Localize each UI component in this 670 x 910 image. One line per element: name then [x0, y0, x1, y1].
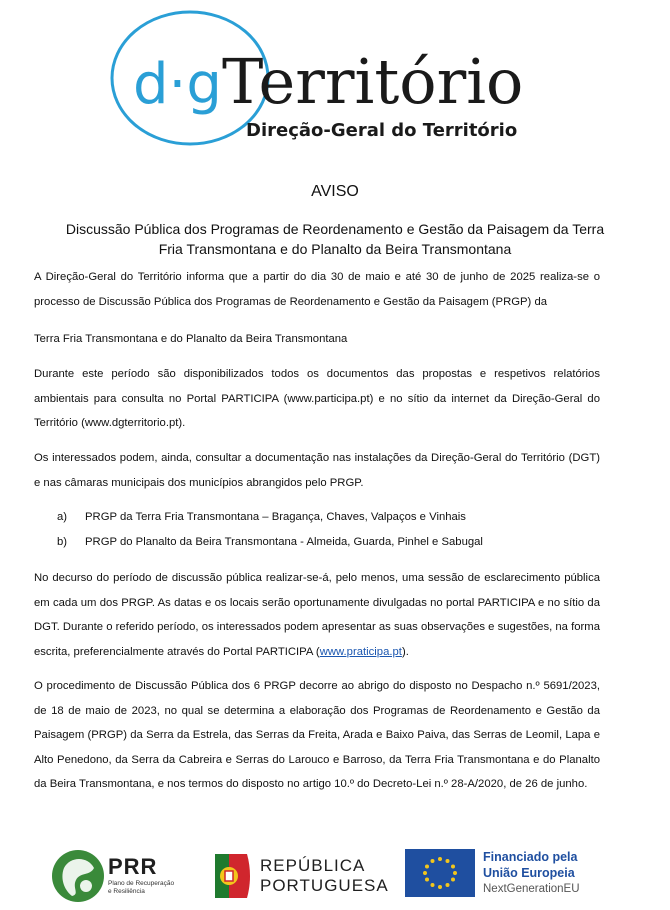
prr-subtitle [108, 880, 188, 896]
footer-logos [0, 840, 670, 910]
logo-tagline: Direção-Geral do Território [246, 120, 518, 141]
logo-mark: d·g [133, 52, 222, 117]
portugal-flag-icon [213, 848, 253, 904]
paragraph-1: A Direção-Geral do Território informa que a partir do dia 30 de maio e até 30 de junho de 2025 realiza-se o processo de Discussão Pública dos Programas de Reordenamento e Gestão da Paisagem (PRGP) da [34, 271, 600, 308]
republica-line-1: REPÚBLICA [260, 856, 366, 875]
subtitle-line-1: Discussão Pública dos Programas de Reordenamento e Gestão da Paisagem da Terra [65, 221, 605, 237]
notice-subtitle [34, 219, 636, 259]
paragraph-5-text: No decurso do período de discussão pública realizar-se-á, pelo menos, uma sessão de esclarecimento pública em cada um dos PRGP. As datas e os locais serão oportunamente divulgadas no portal PARTICIPA e no sítio da DGT. Durante o referido período, os interessados podem apresentar as suas observações e sugestões, na forma escrita, preferencialmente através do Portal PARTICIPA ( [34, 572, 600, 658]
paragraph-5 [34, 566, 600, 664]
eu-line-2: União Europeia [483, 866, 575, 880]
dgterritorio-logo [110, 8, 540, 158]
paragraph-6: O procedimento de Discussão Pública dos 6 PRGP decorre ao abrigo do disposto no Despacho n.º 5691/2023, de 18 de maio de 2023, no qual se determina a elaboração dos Programas de Reordenamento e Gestão da Paisagem (PRGP) da Serra da Estrela, das Serras da Freita, Arada e Baixo Paiva, das Serras de Leomil, Lapa e Alto Penedono, da Serra da Cabreira e Serras do Larouco e Barroso, da Terra Fria Transmontana e do Planalto da Beira Transmontana, e nos termos do disposto no artigo 10.º do Decreto-Lei n.º 28-A/2020, de 26 de junho. [34, 680, 600, 790]
eu-funding-logo [405, 849, 625, 899]
logo-word: Território [222, 45, 524, 118]
list-item [57, 530, 617, 554]
republica-portuguesa-logo [213, 848, 403, 904]
notice-heading: AVISO [311, 183, 359, 200]
paragraph-4: Os interessados podem, ainda, consultar a documentação nas instalações da Direção-Geral do Território (DGT) e nas câmaras municipais dos municípios abrangidos pelo PRGP. [34, 452, 600, 489]
list-item [57, 505, 617, 529]
republica-line-2: PORTUGUESA [260, 876, 389, 895]
prr-emblem-icon [50, 846, 106, 906]
prr-subtitle-line-2: e Resiliência [108, 888, 145, 895]
republica-text [260, 856, 389, 896]
paragraph-5-end: ). [401, 645, 409, 658]
list-marker: a) [57, 511, 68, 523]
list-marker: b) [57, 536, 68, 548]
prr-logo [50, 846, 190, 906]
prr-title: PRR [108, 854, 158, 879]
paragraph-2: Terra Fria Transmontana e do Planalto da Beira Transmontana [34, 333, 348, 345]
eu-line-1: Financiado pela [483, 850, 578, 864]
list-item-text: PRGP do Planalto da Beira Transmontana - Almeida, Guarda, Pinhel e Sabugal [85, 536, 483, 548]
prr-subtitle-line-1: Plano de Recuperação [108, 880, 175, 887]
subtitle-line-2: Fria Transmontana e do Planalto da Beira Transmontana [158, 241, 512, 257]
eu-funding-text [483, 849, 580, 897]
list-item-text: PRGP da Terra Fria Transmontana – Bragança, Chaves, Valpaços e Vinhais [85, 511, 466, 523]
eu-line-3: NextGenerationEU [483, 883, 580, 895]
participa-link[interactable]: www.praticipa.pt [319, 645, 402, 658]
paragraph-3: Durante este período são disponibilizados todos os documentos das propostas e respetivos relatórios ambientais para consulta no Portal PARTICIPA (www.participa.pt) e no sítio da internet da Direção-Geral do Território (www.dgterritorio.pt). [34, 368, 600, 429]
eu-flag-icon [405, 849, 475, 897]
